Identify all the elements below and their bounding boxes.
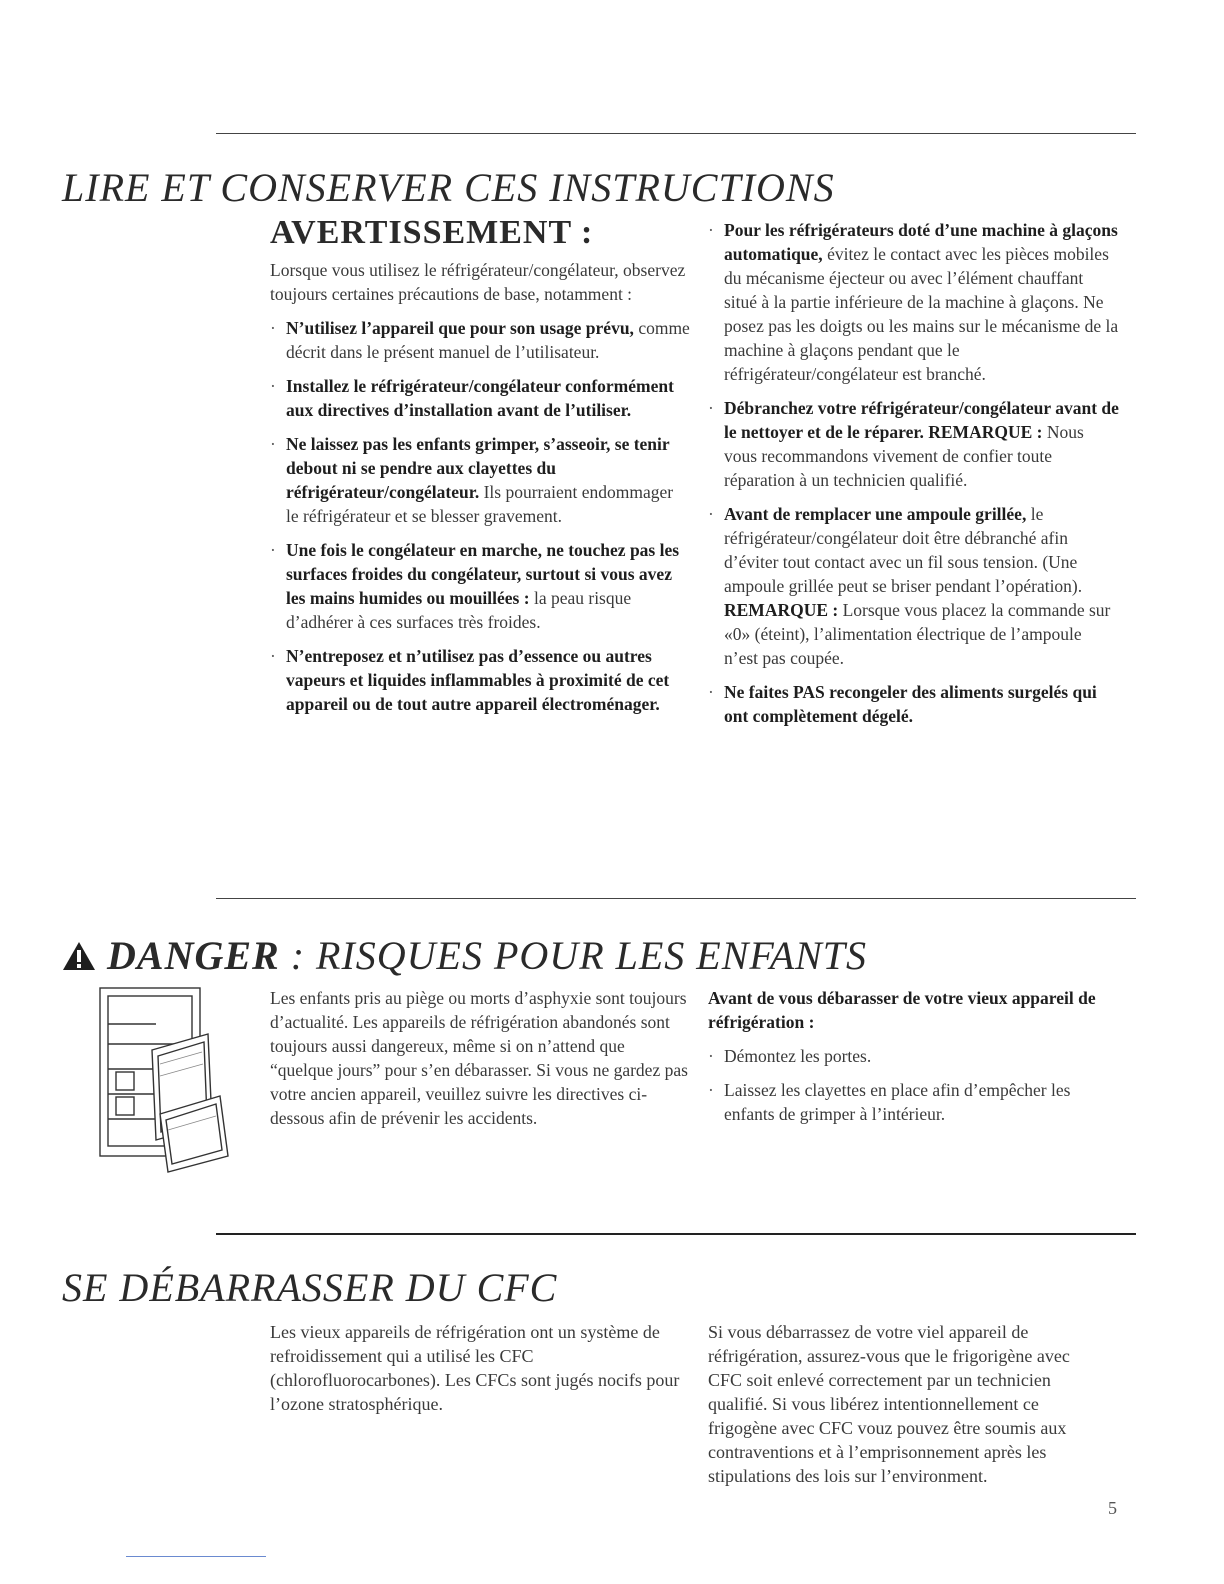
list-item: · N’utilisez l’appareil que pour son usage prévu, comme décrit dans le présent manuel de l’utilisateur. [270,318,690,362]
footer-line [126,1556,266,1557]
cfc-right-text: Si vous débarrassez de votre viel appareil de réfrigération, assurez-vous que le frigorigène avec CFC soit enlevé correctement par un technicien qualifié. Si vous libérez intentionnellement ce frigogène avec CFC vouz pouvez être soumis aux contraventions et à l’emprisonnement après les stipulations des lois sur l’environment. [708,1322,1070,1486]
list-item: · Ne laissez pas les enfants grimper, s’asseoir, se tenir debout ni se pendre aux clayettes du réfrigérateur/congélateur. Ils pourraient endommager le réfrigérateur et se blesser gravement. [270,434,674,526]
danger-title-text: : RISQUES POUR LES ENFANTS [279,933,868,978]
list-item: · Installez le réfrigérateur/congélateur conformément aux directives d’installation avant de l’utiliser. [270,376,674,420]
danger-body: Les enfants pris au piège ou morts d’asphyxie sont toujours d’actualité. Les appareils de réfrigération abandonés sont toujours aussi dangereux, même si on n’attend que “quelque jours” pour s’en débarasser. Si vous ne gardez pas votre ancien appareil, veuillez suivre les directives ci-dessous afin de prévenir les accidents. [270,988,688,1128]
refrigerator-doors-illustration-icon [96,984,236,1179]
danger-right-list [708,1044,1120,1126]
list-item: · Démontez les portes. [708,1046,872,1066]
section-title-danger [62,932,867,979]
list-item: · Débranchez votre réfrigérateur/congélateur avant de le nettoyer et de le réparer. REMARQUE : Nous vous recommandons vivement de confier toute réparation à un technicien qualifié. [708,398,1119,490]
danger-label: DANGER [107,933,280,978]
cfc-right-column [708,1320,1098,1498]
warning-heading: AVERTISSEMENT : [270,214,594,251]
divider-top [216,133,1136,134]
divider-cfc [216,1233,1136,1235]
list-item: · N’entreposez et n’utilisez pas d’essence ou autres vapeurs et liquides inflammables à proximité de cet appareil ou de tout autre appareil électroménager. [270,646,670,714]
warning-left-list [270,316,690,716]
page-number: 5 [1108,1498,1117,1518]
cfc-left-text: Les vieux appareils de réfrigération ont un système de refroidissement qui a utilisé les CFC (chlorofluorocarbones). Les CFCs sont jugés nocifs pour l’ozone stratosphérique. [270,1322,680,1414]
list-item: · Pour les réfrigérateurs doté d’une machine à glaçons automatique, évitez le contact avec les pièces mobiles du mécanisme éjecteur ou avec l’élément chauffant situé à la partie inférieure de la machine à glaçons. Ne posez pas les doigts ou les mains sur le mécanisme de la machine à glaçons pendant que le réfrigérateur/congélateur est branché. [708,220,1119,384]
section-title-cfc: SE DÉBARRASSER DU CFC [62,1265,558,1310]
list-item: · Ne faites PAS recongeler des aliments surgelés qui ont complètement dégelé. [708,682,1097,726]
warning-right-list [708,218,1120,728]
list-item: · Une fois le congélateur en marche, ne touchez pas les surfaces froides du congélateur, surtout si vous avez les mains humides ou mouillées : la peau risque d’adhérer à ces surfaces très froides. [270,540,680,632]
warning-intro: Lorsque vous utilisez le réfrigérateur/congélateur, observez toujours certaines précautions de base, notamment : [270,260,686,304]
section-title-instructions: LIRE ET CONSERVER CES INSTRUCTIONS [62,165,835,210]
cfc-left-column [270,1320,690,1426]
divider-middle [216,898,1136,899]
warning-left-column [270,258,690,726]
danger-right-heading: Avant de vous débarasser de votre vieux appareil de réfrigération : [708,988,1096,1032]
warning-triangle-icon [62,933,107,978]
list-item: · Avant de remplacer une ampoule grillée, le réfrigérateur/congélateur doit être débranché afin d’éviter tout contact avec un fil sous tension. (Une ampoule grillée peut se briser pendant l’opération). REMARQUE : Lorsque vous placez la commande sur «0» (éteint), l’alimentation électrique de l’ampoule n’est pas coupée. [708,504,1111,668]
warning-right-column [708,218,1120,738]
danger-body-column [270,986,688,1140]
danger-right-column [708,986,1120,1136]
list-item: · Laissez les clayettes en place afin d’empêcher les enfants de grimper à l’intérieur. [708,1080,1071,1124]
